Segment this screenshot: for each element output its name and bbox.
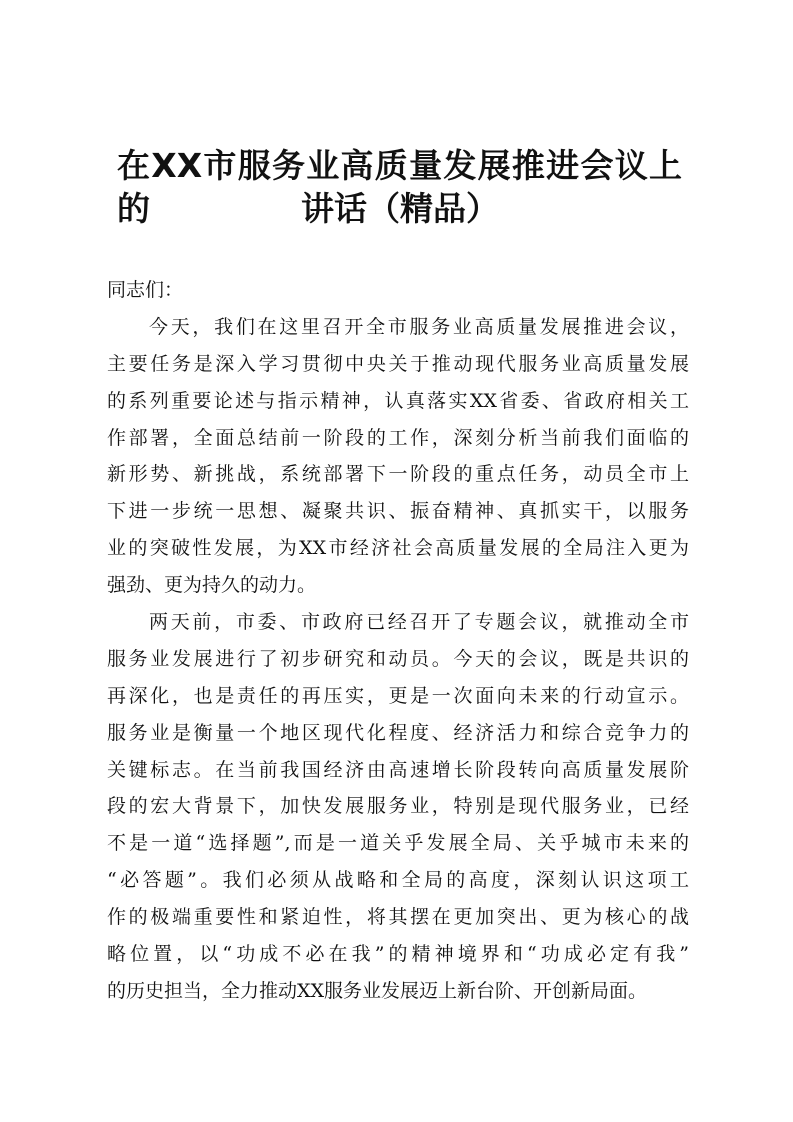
paragraph-line: 主要任务是深入学习贯彻中央关于推动现代服务业高质量发展 xyxy=(107,352,689,375)
paragraph-line: “必答题”。我们必须从战略和全局的高度，深刻认识这项工 xyxy=(107,869,689,892)
paragraph-line: 下进一步统一思想、凝聚共识、振奋精神、真抓实干，以服务 xyxy=(107,500,689,523)
paragraph-line: 段的宏大背景下，加快发展服务业，特别是现代服务业，已经 xyxy=(107,795,689,818)
paragraph-line: 略位置，以“功成不必在我”的精神境界和“功成必定有我” xyxy=(107,943,689,966)
paragraph-line: 新形势、新挑战，系统部署下一阶段的重点任务，动员全市上 xyxy=(107,463,689,486)
paragraph-line: 作部署，全面总结前一阶段的工作，深刻分析当前我们面临的 xyxy=(107,426,689,449)
paragraph-line: 再深化，也是责任的再压实，更是一次面向未来的行动宣示。 xyxy=(107,684,689,707)
paragraph xyxy=(107,604,689,1010)
salutation: 同志们： xyxy=(107,279,184,301)
paragraph-line: 关键标志。在当前我国经济由高速增长阶段转向高质量发展阶 xyxy=(107,758,689,781)
document-title-line-1: 在XX市服务业高质量发展推进会议上的 xyxy=(117,146,682,228)
paragraph-line: 今天，我们在这里召开全市服务业高质量发展推进会议， xyxy=(149,315,689,338)
paragraph xyxy=(107,309,689,604)
paragraph-line: 服务业发展进行了初步研究和动员。今天的会议，既是共识的 xyxy=(107,647,689,670)
paragraph-line: 强劲、更为持久的动力。 xyxy=(107,574,317,597)
paragraph-line: 的系列重要论述与指示精神，认真落实XX省委、省政府相关工 xyxy=(107,389,689,412)
paragraph-line: 业的突破性发展，为XX市经济社会高质量发展的全局注入更为 xyxy=(107,537,689,560)
paragraph-line: 不是一道“选择题”,而是一道关乎发展全局、关乎城市未来的 xyxy=(107,832,689,855)
paragraph-line: 作的极端重要性和紧迫性，将其摆在更加突出、更为核心的战 xyxy=(107,906,689,929)
paragraph-line: 服务业是衡量一个地区现代化程度、经济活力和综合竞争力的 xyxy=(107,721,689,744)
paragraph-line: 两天前，市委、市政府已经召开了专题会议，就推动全市 xyxy=(149,611,689,634)
document-title-line-2: 讲话（精品） xyxy=(301,189,499,228)
document-body xyxy=(107,272,689,1010)
paragraphs xyxy=(107,309,689,1010)
paragraph-line: 的历史担当，全力推动XX服务业发展迈上新台阶、开创新局面。 xyxy=(107,979,648,1002)
